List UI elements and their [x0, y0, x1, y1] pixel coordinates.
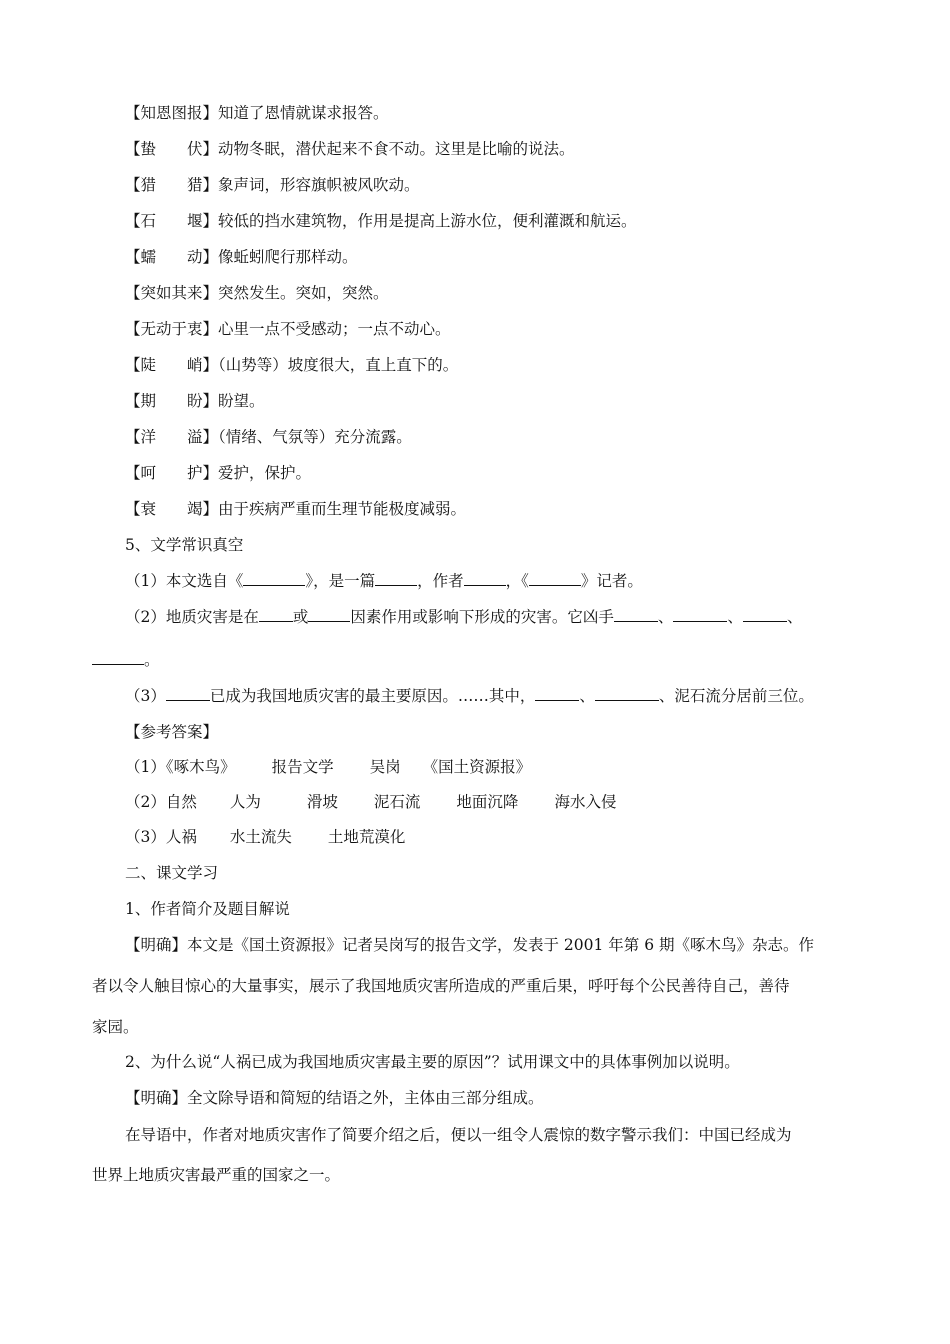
vocab-term: 【衰 竭】 [125, 500, 219, 518]
vocab-item [125, 103, 389, 123]
vocab-item [125, 499, 466, 519]
vocab-item [125, 355, 458, 375]
para3-line2: 世界上地质灾害最严重的国家之一。 [92, 1166, 341, 1184]
vocab-item [125, 139, 575, 159]
para1-line1: 【明确】本文是《国土资源报》记者吴岗写的报告文学，发表于 2001 年第 6 期《啄木鸟》杂志。作 [125, 936, 815, 954]
question-2: （2）地质灾害是在 或 因素作用或影响下形成的灾害。它凶手 、 、 、 [125, 608, 803, 626]
para1-line2: 者以令人触目惊心的大量事实，展示了我国地质灾害所造成的严重后果，呼吁每个公民善待自己，善待 [92, 977, 790, 995]
vocab-definition: 盼望。 [218, 392, 265, 410]
vocab-definition: 由于疾病严重而生理节能极度减弱。 [218, 500, 467, 518]
part2-heading: 二、课文学习 [125, 864, 219, 882]
vocab-term: 【陡 峭】 [125, 356, 219, 374]
para1-line3: 家园。 [92, 1018, 139, 1036]
vocab-definition: 动物冬眠，潜伏起来不食不动。这里是比喻的说法。 [218, 140, 575, 158]
vocab-term: 【洋 溢】 [125, 428, 219, 446]
vocab-term: 【突如其来】 [125, 284, 219, 302]
vocab-term: 【呵 护】 [125, 464, 219, 482]
vocab-item [125, 175, 420, 195]
vocab-term: 【蛰 伏】 [125, 140, 219, 158]
vocab-definition: 突然发生。突如，突然。 [218, 284, 389, 302]
vocab-item [125, 463, 311, 483]
vocab-definition: 知道了恩情就谋求报答。 [218, 104, 389, 122]
para2: 【明确】全文除导语和简短的结语之外，主体由三部分组成。 [125, 1089, 544, 1107]
answer-2: （2）自然 人为 滑坡 泥石流 地面沉降 海水入侵 [125, 793, 617, 811]
vocab-item [125, 319, 451, 339]
answer-1: （1）《啄木鸟》 报告文学 吴岗 《国土资源报》 [125, 758, 532, 776]
vocab-definition: （山势等）坡度很大，直上直下的。 [218, 356, 459, 374]
vocab-definition: 像蚯蚓爬行那样动。 [218, 248, 358, 266]
vocab-item [125, 211, 637, 231]
vocab-term: 【知恩图报】 [125, 104, 219, 122]
vocab-term: 【石 堰】 [125, 212, 219, 230]
vocab-term: 【猎 猎】 [125, 176, 219, 194]
vocab-definition: 象声词，形容旗帜被风吹动。 [218, 176, 420, 194]
part2-sub2: 2、为什么说“人祸已成为我国地质灾害最主要的原因”？试用课文中的具体事例加以说明。 [125, 1053, 740, 1071]
vocab-item [125, 283, 389, 303]
answers-heading: 【参考答案】 [125, 723, 219, 741]
section5-heading: 5、文学常识真空 [125, 536, 244, 554]
vocab-item [125, 391, 265, 411]
answer-3: （3）人祸 水土流失 土地荒漠化 [125, 828, 406, 846]
question-3: （3） 已成为我国地质灾害的最主要原因。……其中， 、 、泥石流分居前三位。 [125, 687, 814, 705]
question-1: （1）本文选自《 》，是一篇 ，作者 ，《 》记者。 [125, 572, 643, 590]
part2-sub1: 1、作者简介及题目解说 [125, 900, 290, 918]
vocab-term: 【蠕 动】 [125, 248, 219, 266]
vocab-item [125, 427, 412, 447]
vocab-term: 【期 盼】 [125, 392, 219, 410]
vocab-definition: 较低的挡水建筑物，作用是提高上游水位，便利灌溉和航运。 [218, 212, 637, 230]
vocab-definition: 爱护，保护。 [218, 464, 312, 482]
question-2-cont: 。 [92, 650, 160, 670]
vocab-term: 【无动于衷】 [125, 320, 219, 338]
vocab-definition: 心里一点不受感动；一点不动心。 [218, 320, 451, 338]
para3-line1: 在导语中，作者对地质灾害作了简要介绍之后，便以一组令人震惊的数字警示我们：中国已经成为 [125, 1126, 792, 1144]
vocab-definition: （情绪、气氛等）充分流露。 [218, 428, 412, 446]
vocab-item [125, 247, 358, 267]
